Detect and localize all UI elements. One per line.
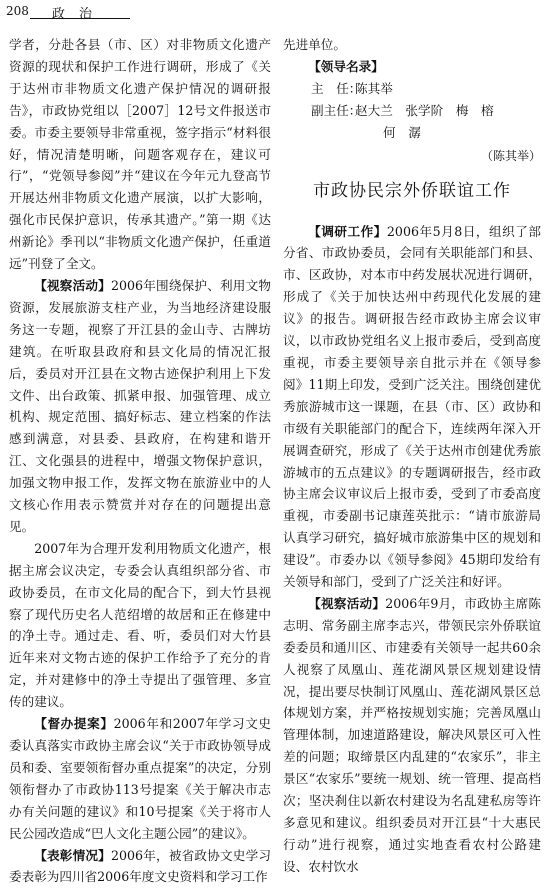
page-header — [6, 3, 542, 21]
section-tag: 【 表彰情况 】 — [34, 848, 111, 863]
leader-names: 陈其举 — [355, 80, 393, 96]
leader-row — [283, 100, 541, 122]
section-tag: 【 调研工作 】 — [308, 224, 387, 239]
page-number: 208 — [6, 4, 29, 18]
paragraph — [9, 275, 271, 538]
paragraph — [283, 593, 541, 878]
paragraph: 2007年为合理开发利用物质文化遗产，根据主席会议决定，专委会认真组织部分省、市政协委员，在市文化局的配合下，到大竹县视察了现代历史名人范绍增的故居和正在修建中的净土寺。通过走、看、听，委员们对大竹县近年来对文物古迹的保护工作给予了充分的肯定，并对建修中的净土寺提出了强管理、多宣传的建议。 — [9, 540, 271, 710]
author-signature: （陈其举） — [480, 148, 541, 163]
right-column — [283, 34, 541, 878]
leader-names-continued: 何 潺 — [383, 124, 421, 140]
leader-names: 赵大兰 张学阶 梅 榕 — [355, 102, 494, 118]
leader-row — [283, 78, 541, 100]
section-tag: 【 视察活动 】 — [34, 278, 111, 293]
paragraph-text: 2006年围绕保护、利用文物资源，发展旅游支柱产业，为当地经济建设服务这一专题，视察了开江县的金山寺、古牌坊建筑。在听取县政府和县文化局的情况汇报后，委员对开江县在文物古迹保护利用上下发文件、出台政策、抓紧申报、加强管理、成立机构、规定范围、搞好标志、建立档案的作法感到满意，对县委、县政府，在构建和谐开江、文化强县的进程中，增强文物保护意识，加强文物申报工作，发挥文物在旅游业中的人文核心作用表示赞赏并对存在的问题提出意见。 — [9, 277, 271, 534]
header-rule — [30, 18, 130, 19]
leader-role: 副主任： — [311, 102, 362, 118]
section-tag: 【 领导名录 】 — [308, 59, 384, 74]
section-tag: 【 视察活动 】 — [308, 596, 385, 611]
paragraph-text: 2006年和2007年学习文史委认真落实市政协主席会议“关于市政协领导成员和委、室要领衔督办重点提案”的决定，分别领衔督办了市政协113号提案《关于解决市志办有关问题的建议》和10号提案《关于将市人民公园改造成“巴人文化主题公园”的建议》。 — [9, 716, 272, 841]
leaders-heading — [283, 56, 541, 78]
section-tag: 【 督办提案 】 — [34, 716, 113, 731]
section-title: 市政协民宗外侨联谊工作 — [313, 180, 511, 201]
paragraph-text: 2006年，被省政协文史学习委表彰为四川省2006年度文史资料和学习工作 — [9, 847, 271, 885]
paragraph — [9, 845, 271, 888]
paragraph — [283, 221, 541, 593]
paragraph-text: 2006年5月8日，组织了部分省、市政协委员，会同有关职能部门和县、市、区政协，对本市中药发展状况进行调研，形成了《关于加快达州中药现代化发展的建议》的报告。调研报告经市政协主席会议审议，以市政协党组名义上报市委后，受到高度重视，市委主要领导亲自批示并在《领导参阅》11期上印发，受到广泛关注。围绕创建优秀旅游城市这一课题，在县（市、区）政协和市级有关职能部门的配合下，连续两年深入开展调查研究，形成了《关于达州市创建优秀旅游城市的五点建议》的专题调研报告，经市政协主席会议审议后上报市委，受到了市委高度重视，市委副书记康莲英批示：“请市旅游局认真学习研究，搞好城市旅游集中区的规划和建设”。市委办以《领导参阅》45期印发给有关领导和部门，受到了广泛关注和好评。 — [283, 223, 542, 590]
paragraph: 学者，分赴各县（市、区）对非物质文化遗产资源的现状和保护工作进行调研，形成了《关于达州市非物质文化遗产保护情况的调研报告》，市政协党组以［2007］12号文件报送市委。市委主要领导非常重视，签字指示“材料很好，情况清楚明晰，问题客观存在，建议可行”，“党领导参阅”并“建议在今年元九登高节开展达州非物质文化遗产展演，以扩大影响，强化市民保护意识，传承其遗产。”第一期《达州新论》季刊以“非物质文化遗产保护，任重道远”刊登了全文。 — [9, 37, 271, 272]
section-name: 政治 — [52, 7, 107, 22]
left-column — [9, 34, 271, 888]
paragraph — [9, 713, 271, 844]
paragraph: 先进单位。 — [283, 37, 346, 52]
paragraph-text: 2006年9月，市政协主席陈志明、常务副主席李志兴，带领民宗外侨联谊委委员和通川区、市建委有关领导一起共60余人视察了凤凰山、莲花湖风景区规划建设情况，提出要尽快制订风凰山、莲花湖风景区总体规划方案，并严格按规划实施；完善凤凰山管理体制，加速道路建设，解决风景区可入性差的问题；取缔景区内乱建的“农家乐”，非主景区“农家乐”要统一规划、统一管理、提高档次；坚决刹住以新农村建设为名乱建私房等许多意见和建议。组织委员对开江县“十大惠民行动”进行视察，通过实地查看农村公路建设、农村饮水 — [283, 595, 542, 874]
leader-role: 主 任： — [311, 80, 362, 96]
